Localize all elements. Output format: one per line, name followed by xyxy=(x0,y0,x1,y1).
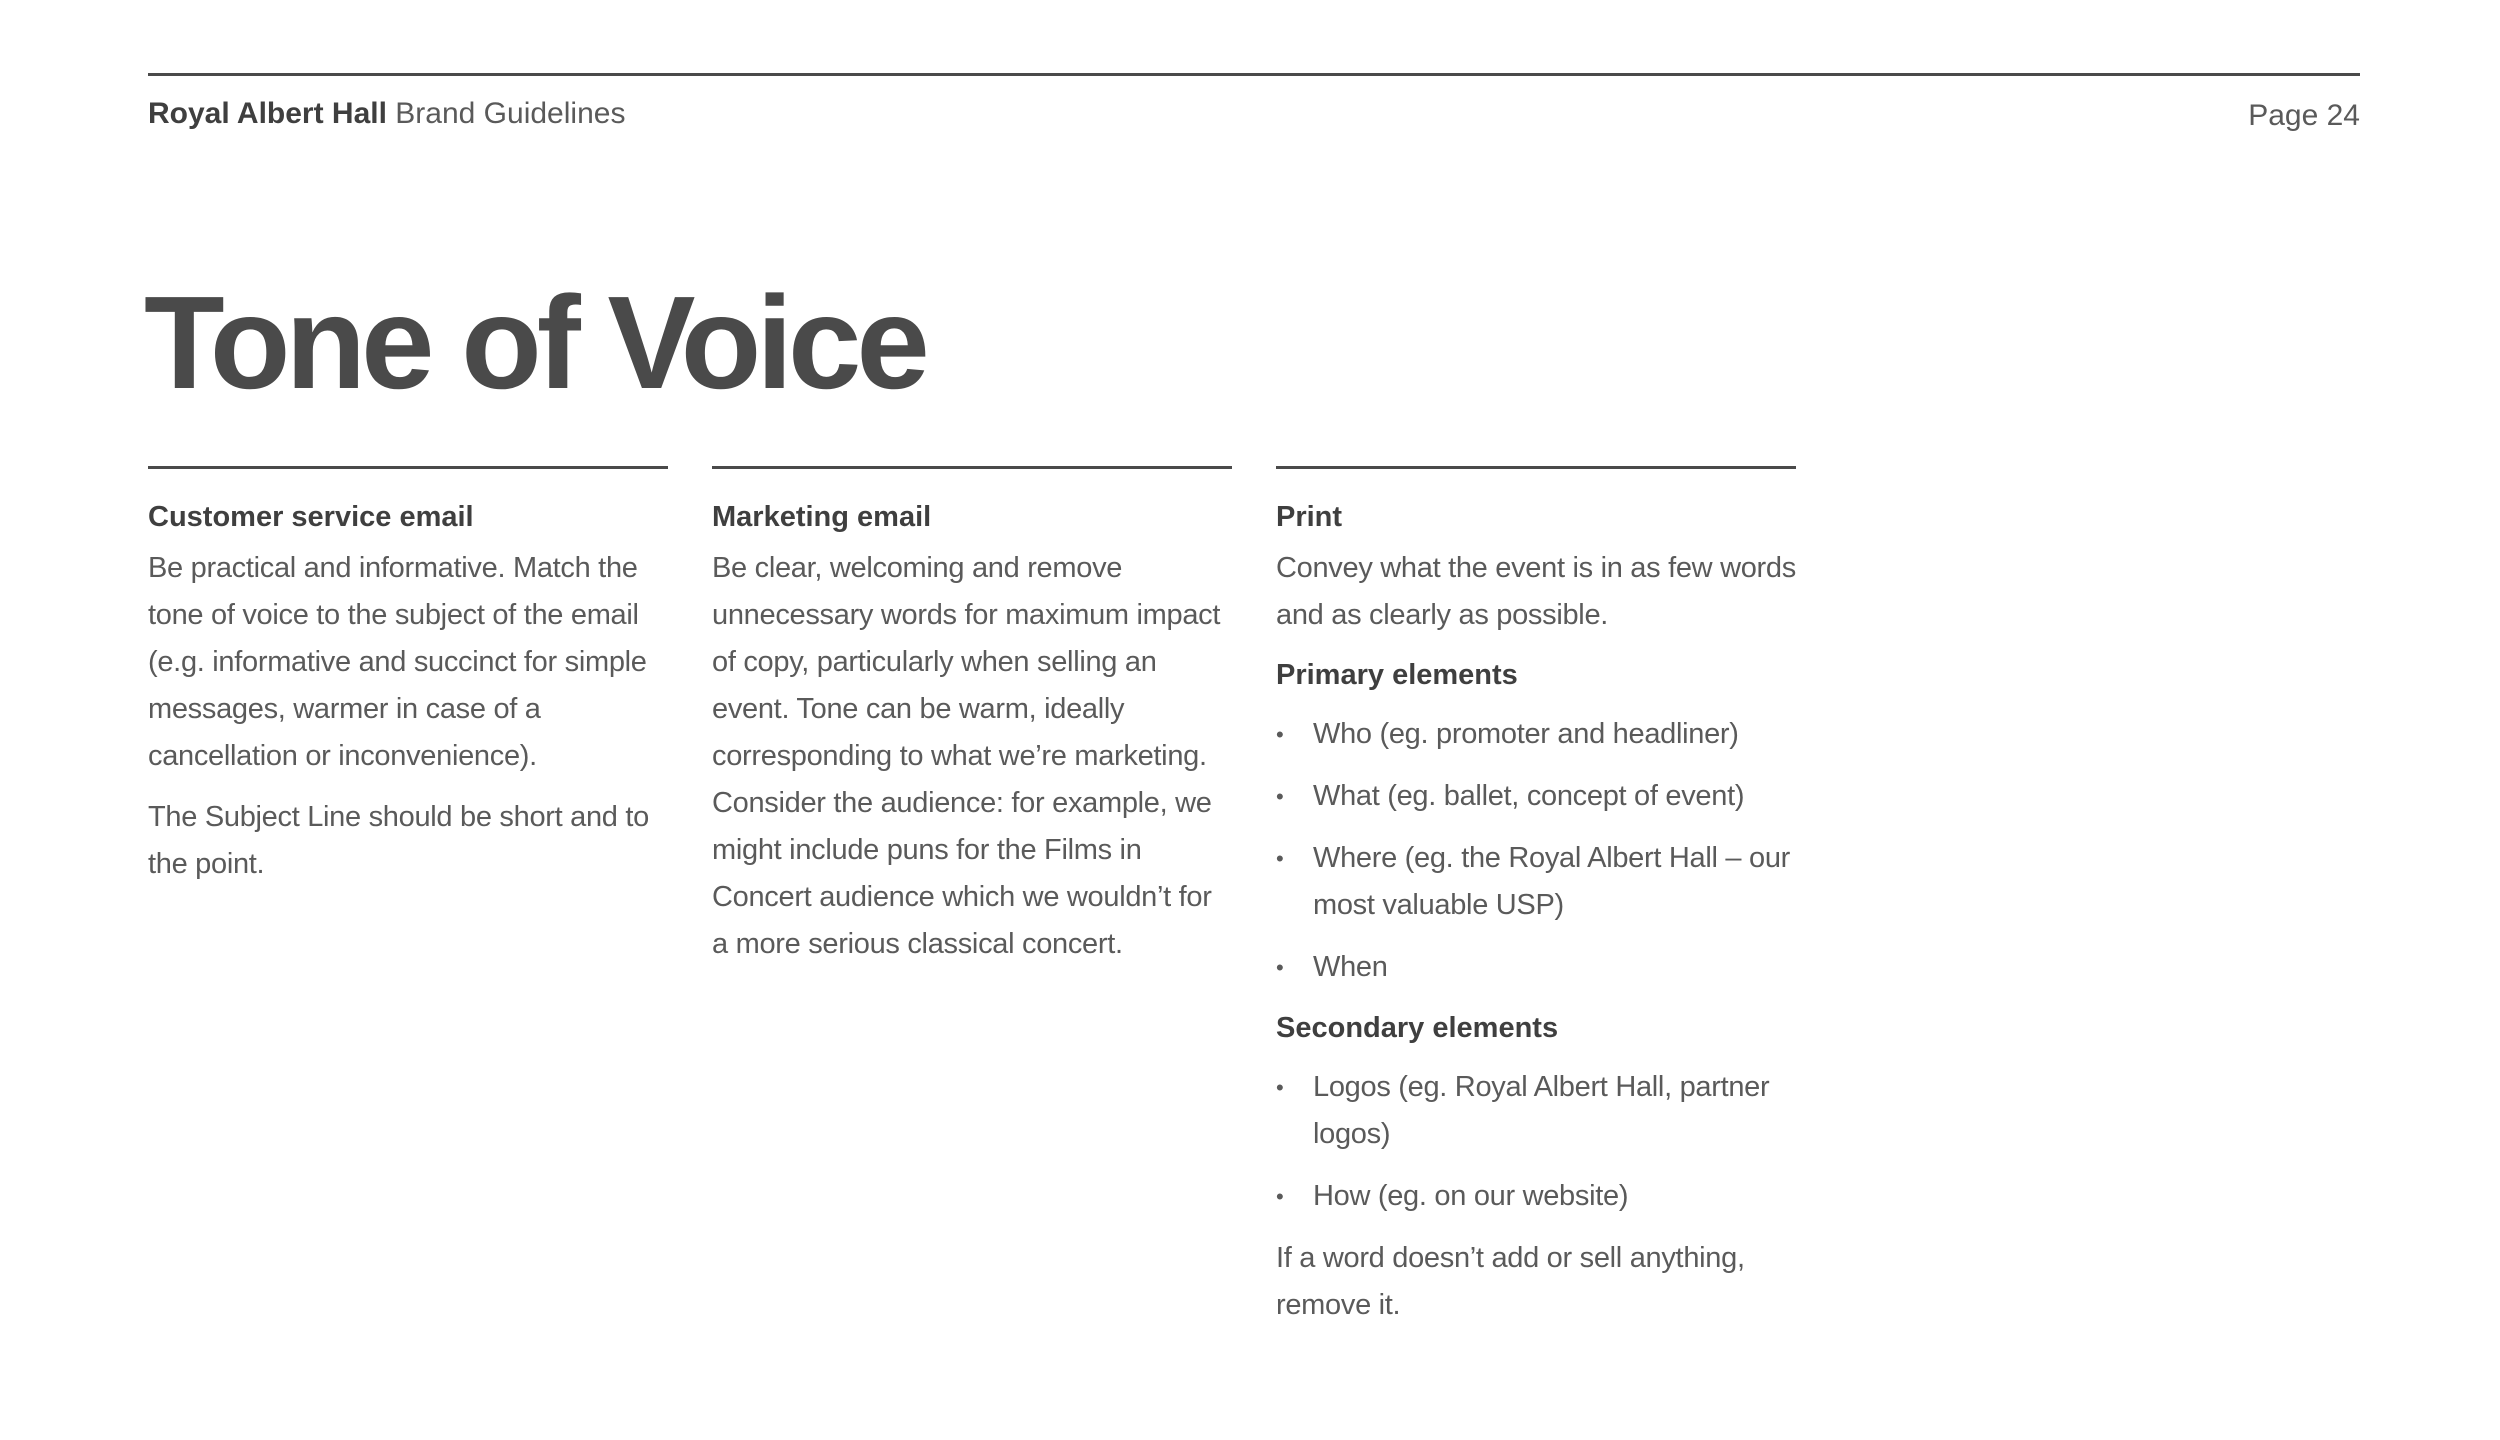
column-heading: Customer service email xyxy=(148,501,474,533)
primary-elements-list xyxy=(1276,711,1796,991)
print-column xyxy=(1276,466,1796,1343)
secondary-elements-heading: Secondary elements xyxy=(1276,1012,1559,1044)
body-paragraph: Be clear, welcoming and remove unnecessary words for maximum impact of copy, particularly when selling an event. Tone can be warm, ideally corresponding to what we’re marketing. Consider the audience: for example, we might include puns for the Films in Concert audience which we wouldn’t for a more serious classical concert. xyxy=(712,552,1221,960)
column-heading: Print xyxy=(1276,501,1343,533)
bullet-icon: • xyxy=(1276,722,1284,747)
list-item xyxy=(1276,1064,1796,1158)
list-item-text: How (eg. on our website) xyxy=(1313,1180,1629,1212)
list-item xyxy=(1276,711,1796,758)
customer-service-email-column xyxy=(148,466,668,902)
list-item-text: What (eg. ballet, concept of event) xyxy=(1313,780,1745,812)
marketing-email-column xyxy=(712,466,1232,982)
header-title xyxy=(148,96,625,132)
list-item xyxy=(1276,773,1796,820)
list-item-text: Where (eg. the Royal Albert Hall – our most valuable USP) xyxy=(1313,842,1790,921)
bullet-icon: • xyxy=(1276,784,1284,809)
header-rule xyxy=(148,73,2360,76)
bullet-icon: • xyxy=(1276,1184,1284,1209)
primary-elements-heading: Primary elements xyxy=(1276,659,1518,691)
page-number: Page 24 xyxy=(2248,99,2360,132)
bullet-icon: • xyxy=(1276,846,1284,871)
bullet-icon: • xyxy=(1276,1075,1284,1100)
bullet-icon: • xyxy=(1276,955,1284,980)
list-item xyxy=(1276,1173,1796,1220)
column-heading: Marketing email xyxy=(712,501,932,533)
page-title: Tone of Voice xyxy=(144,269,925,416)
brand-name: Royal Albert Hall xyxy=(148,97,387,130)
list-item xyxy=(1276,944,1796,991)
body-paragraph: Be practical and informative. Match the tone of voice to the subject of the email (e.g. informative and succinct for simple messages, warmer in case of a cancellation or inconvenience). xyxy=(148,552,647,772)
closing-paragraph: If a word doesn’t add or sell anything, remove it. xyxy=(1276,1242,1745,1321)
body-paragraph: The Subject Line should be short and to the point. xyxy=(148,801,649,880)
list-item xyxy=(1276,835,1796,929)
intro-paragraph: Convey what the event is in as few words and as clearly as possible. xyxy=(1276,552,1796,631)
list-item-text: Who (eg. promoter and headliner) xyxy=(1313,718,1739,750)
list-item-text: Logos (eg. Royal Albert Hall, partner logos) xyxy=(1313,1071,1770,1150)
secondary-elements-list xyxy=(1276,1064,1796,1220)
list-item-text: When xyxy=(1313,951,1388,983)
document-name: Brand Guidelines xyxy=(395,97,626,130)
